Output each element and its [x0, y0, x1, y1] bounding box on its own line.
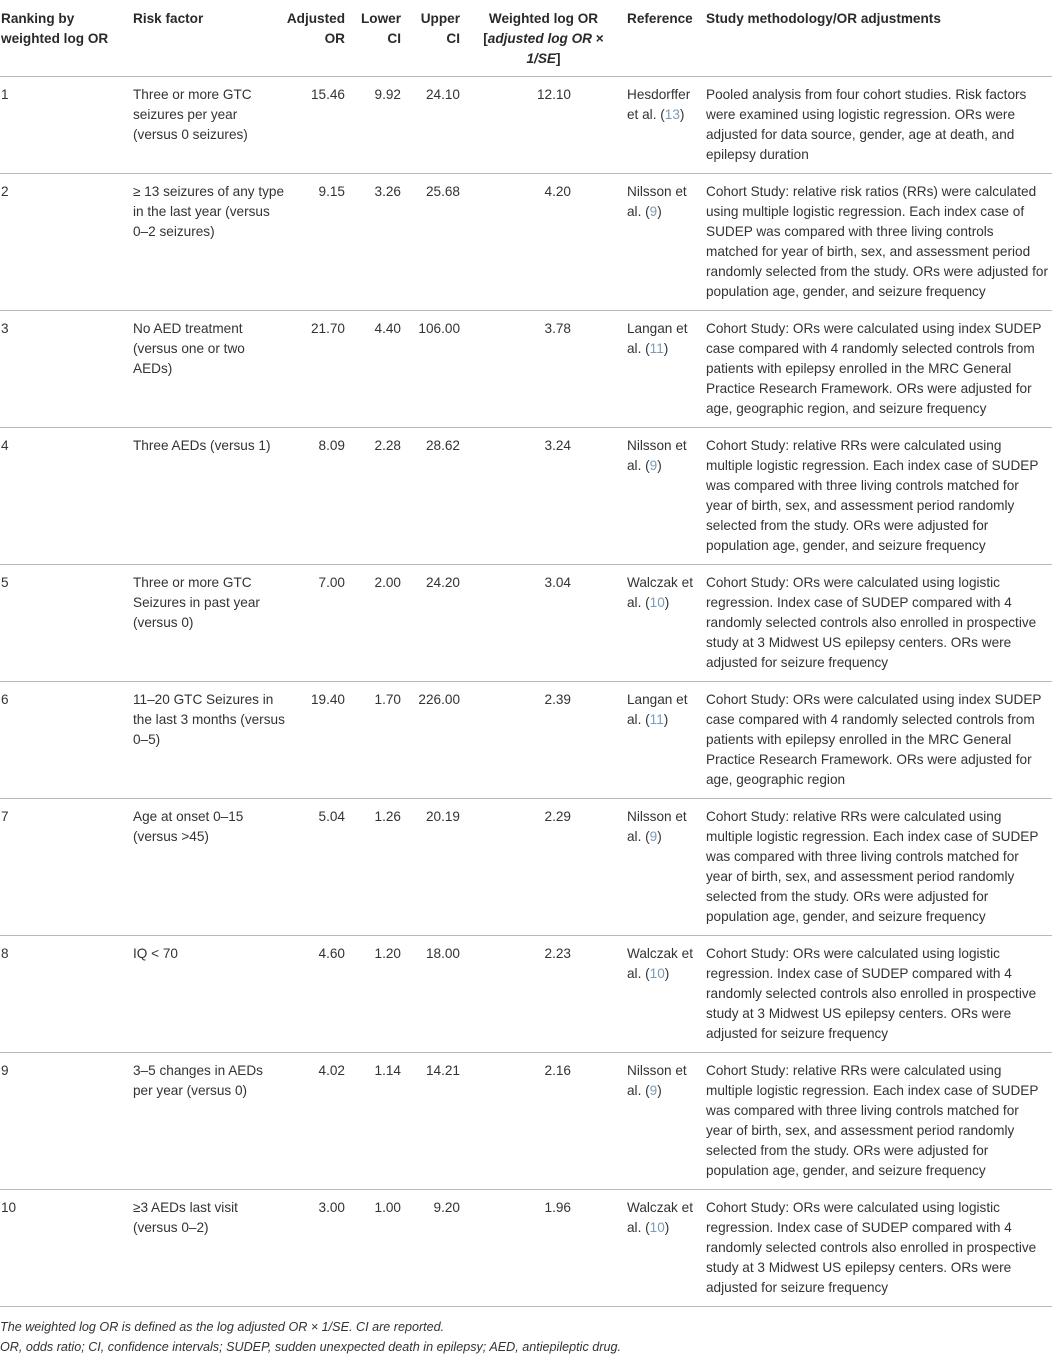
- citation-link[interactable]: 11: [649, 341, 664, 356]
- citation-link[interactable]: 9: [649, 1083, 658, 1098]
- citation-link[interactable]: 9: [649, 204, 658, 219]
- adjusted-or-cell: 5.04: [318, 809, 345, 824]
- risk-factor-cell: ≥ 13 seizures of any type in the last year (versus 0–2 seizures): [133, 184, 285, 239]
- table-row: [0, 311, 1052, 428]
- rank-cell: 7: [1, 809, 9, 824]
- citation-link[interactable]: 9: [649, 458, 658, 473]
- weighted-log-or-cell: 2.16: [544, 1063, 571, 1078]
- reference-cell: Walczak et al. (10): [627, 1200, 693, 1235]
- table-row: [0, 77, 1052, 174]
- lower-ci-cell: 4.40: [374, 321, 401, 336]
- weighted-log-or-cell: 2.39: [544, 692, 571, 707]
- lower-ci-cell: 1.00: [374, 1200, 401, 1215]
- rank-cell: 3: [1, 321, 9, 336]
- citation-link[interactable]: 13: [664, 107, 680, 122]
- upper-ci-cell: 24.20: [425, 575, 460, 590]
- risk-factor-cell: No AED treatment (versus one or two AEDs): [133, 321, 245, 376]
- header-risk-factor: Risk factor: [133, 11, 204, 26]
- reference-cell: Nilsson et al. (9): [627, 809, 687, 844]
- adjusted-or-cell: 19.40: [310, 692, 345, 707]
- adjusted-or-cell: 4.60: [318, 946, 345, 961]
- reference-cell: Hesdorffer et al. (13): [627, 87, 691, 122]
- lower-ci-cell: 2.00: [374, 575, 401, 590]
- adjusted-or-cell: 4.02: [318, 1063, 345, 1078]
- citation-link[interactable]: 10: [649, 595, 665, 610]
- risk-factor-cell: Three or more GTC seizures per year (versus 0 seizures): [133, 87, 252, 142]
- risk-factor-cell: IQ < 70: [133, 946, 178, 961]
- weighted-log-or-cell: 12.10: [536, 87, 571, 102]
- citation-link[interactable]: 11: [649, 712, 664, 727]
- table-footnotes: [0, 1307, 1052, 1357]
- weighted-log-or-cell: 2.29: [544, 809, 571, 824]
- reference-cell: Nilsson et al. (9): [627, 1063, 687, 1098]
- upper-ci-cell: 25.68: [425, 184, 460, 199]
- adjusted-or-cell: 9.15: [318, 184, 345, 199]
- methodology-cell: Cohort Study: relative RRs were calculated using multiple logistic regression. Each index case of SUDEP was compared with three living controls matched for year of birth, sex, and assessment period randomly selected from the study. ORs were adjusted for population age, gender, and seizure frequency: [706, 809, 1039, 924]
- header-upper-ci: Upper CI: [420, 11, 460, 46]
- risk-factor-cell: 11–20 GTC Seizures in the last 3 months (versus 0–5): [133, 692, 285, 747]
- reference-cell: Walczak et al. (10): [627, 575, 693, 610]
- upper-ci-cell: 28.62: [425, 438, 460, 453]
- header-rank: Ranking by weighted log OR: [1, 11, 109, 46]
- methodology-cell: Cohort Study: relative RRs were calculated using multiple logistic regression. Each index case of SUDEP was compared with three living controls matched for year of birth, sex, and assessment period randomly selected from the study. ORs were adjusted for population age, gender, and seizure frequency: [706, 438, 1039, 553]
- table-header: [0, 0, 1052, 77]
- weighted-log-or-cell: 3.04: [544, 575, 571, 590]
- risk-factor-cell: ≥3 AEDs last visit (versus 0–2): [133, 1200, 238, 1235]
- adjusted-or-cell: 21.70: [310, 321, 345, 336]
- lower-ci-cell: 1.26: [374, 809, 401, 824]
- upper-ci-cell: 20.19: [425, 809, 460, 824]
- methodology-cell: Cohort Study: ORs were calculated using logistic regression. Index case of SUDEP compared with 4 randomly selected controls also enrolled in prospective study at 3 Midwest US epilepsy centers. ORs were adjusted for seizure frequency: [706, 1200, 1037, 1295]
- methodology-cell: Cohort Study: relative RRs were calculated using multiple logistic regression. Each index case of SUDEP was compared with three living controls matched for year of birth, sex, and assessment period randomly selected from the study. ORs were adjusted for population age, gender, and seizure frequency: [706, 1063, 1039, 1178]
- table-row: [0, 799, 1052, 936]
- rank-cell: 5: [1, 575, 9, 590]
- risk-factor-cell: Age at onset 0–15 (versus >45): [133, 809, 244, 844]
- citation-link[interactable]: 9: [649, 829, 658, 844]
- footnote-weighted-definition: The weighted log OR is defined as the log adjusted OR × 1/SE. CI are reported.: [0, 1320, 445, 1334]
- lower-ci-cell: 2.28: [374, 438, 401, 453]
- reference-cell: Walczak et al. (10): [627, 946, 693, 981]
- header-reference: Reference: [627, 11, 693, 26]
- methodology-cell: Cohort Study: ORs were calculated using index SUDEP case compared with 4 randomly selected controls from patients with epilepsy enrolled in the MRC General Practice Research Framework. ORs were adjusted for age, geographic region: [706, 692, 1042, 787]
- table-row: [0, 1053, 1052, 1190]
- rank-cell: 9: [1, 1063, 9, 1078]
- risk-factor-cell: Three or more GTC Seizures in past year (versus 0): [133, 575, 260, 630]
- header-adjusted-or: Adjusted OR: [286, 11, 345, 46]
- weighted-log-or-cell: 4.20: [544, 184, 571, 199]
- lower-ci-cell: 3.26: [374, 184, 401, 199]
- upper-ci-cell: 18.00: [425, 946, 460, 961]
- citation-link[interactable]: 10: [649, 966, 665, 981]
- methodology-cell: Cohort Study: ORs were calculated using logistic regression. Index case of SUDEP compared with 4 randomly selected controls also enrolled in prospective study at 3 Midwest US epilepsy centers. ORs were adjusted for seizure frequency: [706, 946, 1037, 1041]
- reference-cell: Langan et al. (11): [627, 692, 688, 727]
- methodology-cell: Pooled analysis from four cohort studies. Risk factors were examined using logistic regression. ORs were adjusted for data source, gender, age at death, and epilepsy duration: [706, 87, 1027, 162]
- lower-ci-cell: 9.92: [374, 87, 401, 102]
- footnote-abbreviations: OR, odds ratio; CI, confidence intervals; SUDEP, sudden unexpected death in epilepsy; AED, antiepileptic drug.: [0, 1340, 621, 1354]
- methodology-cell: Cohort Study: relative risk ratios (RRs) were calculated using multiple logistic regression. Each index case of SUDEP was compared with three living controls matched for year of birth, sex, and assessment period randomly selected from the study. ORs were adjusted for population age, gender, and seizure frequency: [706, 184, 1049, 299]
- upper-ci-cell: 226.00: [418, 692, 460, 707]
- weighted-log-or-cell: 3.78: [544, 321, 571, 336]
- header-methodology: Study methodology/OR adjustments: [706, 11, 941, 26]
- reference-cell: Nilsson et al. (9): [627, 184, 687, 219]
- upper-ci-cell: 106.00: [418, 321, 460, 336]
- risk-factor-cell: Three AEDs (versus 1): [133, 438, 271, 453]
- table-row: [0, 1190, 1052, 1307]
- table-body: [0, 77, 1052, 1307]
- header-lower-ci: Lower CI: [360, 11, 401, 46]
- risk-factor-cell: 3–5 changes in AEDs per year (versus 0): [133, 1063, 263, 1098]
- lower-ci-cell: 1.20: [374, 946, 401, 961]
- table-row: [0, 936, 1052, 1053]
- table-row: [0, 174, 1052, 311]
- weighted-log-or-cell: 2.23: [544, 946, 571, 961]
- upper-ci-cell: 14.21: [425, 1063, 460, 1078]
- citation-link[interactable]: 10: [649, 1220, 665, 1235]
- rank-cell: 1: [1, 87, 9, 102]
- rank-cell: 4: [1, 438, 9, 453]
- adjusted-or-cell: 7.00: [318, 575, 345, 590]
- table-row: [0, 428, 1052, 565]
- adjusted-or-cell: 3.00: [318, 1200, 345, 1215]
- rank-cell: 6: [1, 692, 9, 707]
- reference-cell: Langan et al. (11): [627, 321, 688, 356]
- rank-cell: 10: [1, 1200, 17, 1215]
- adjusted-or-cell: 8.09: [318, 438, 345, 453]
- reference-cell: Nilsson et al. (9): [627, 438, 687, 473]
- weighted-log-or-cell: 1.96: [544, 1200, 571, 1215]
- upper-ci-cell: 24.10: [425, 87, 460, 102]
- table-row: [0, 682, 1052, 799]
- lower-ci-cell: 1.14: [374, 1063, 401, 1078]
- rank-cell: 8: [1, 946, 9, 961]
- methodology-cell: Cohort Study: ORs were calculated using logistic regression. Index case of SUDEP compared with 4 randomly selected controls also enrolled in prospective study at 3 Midwest US epilepsy centers. ORs were adjusted for seizure frequency: [706, 575, 1037, 670]
- lower-ci-cell: 1.70: [374, 692, 401, 707]
- rank-cell: 2: [1, 184, 9, 199]
- header-weighted-log-or: Weighted log OR [adjusted log OR × 1/SE]: [483, 11, 604, 66]
- upper-ci-cell: 9.20: [433, 1200, 460, 1215]
- adjusted-or-cell: 15.46: [310, 87, 345, 102]
- table-row: [0, 565, 1052, 682]
- methodology-cell: Cohort Study: ORs were calculated using index SUDEP case compared with 4 randomly selected controls from patients with epilepsy enrolled in the MRC General Practice Research Framework. ORs were adjusted for age, geographic region, and seizure frequency: [706, 321, 1042, 416]
- weighted-log-or-cell: 3.24: [544, 438, 571, 453]
